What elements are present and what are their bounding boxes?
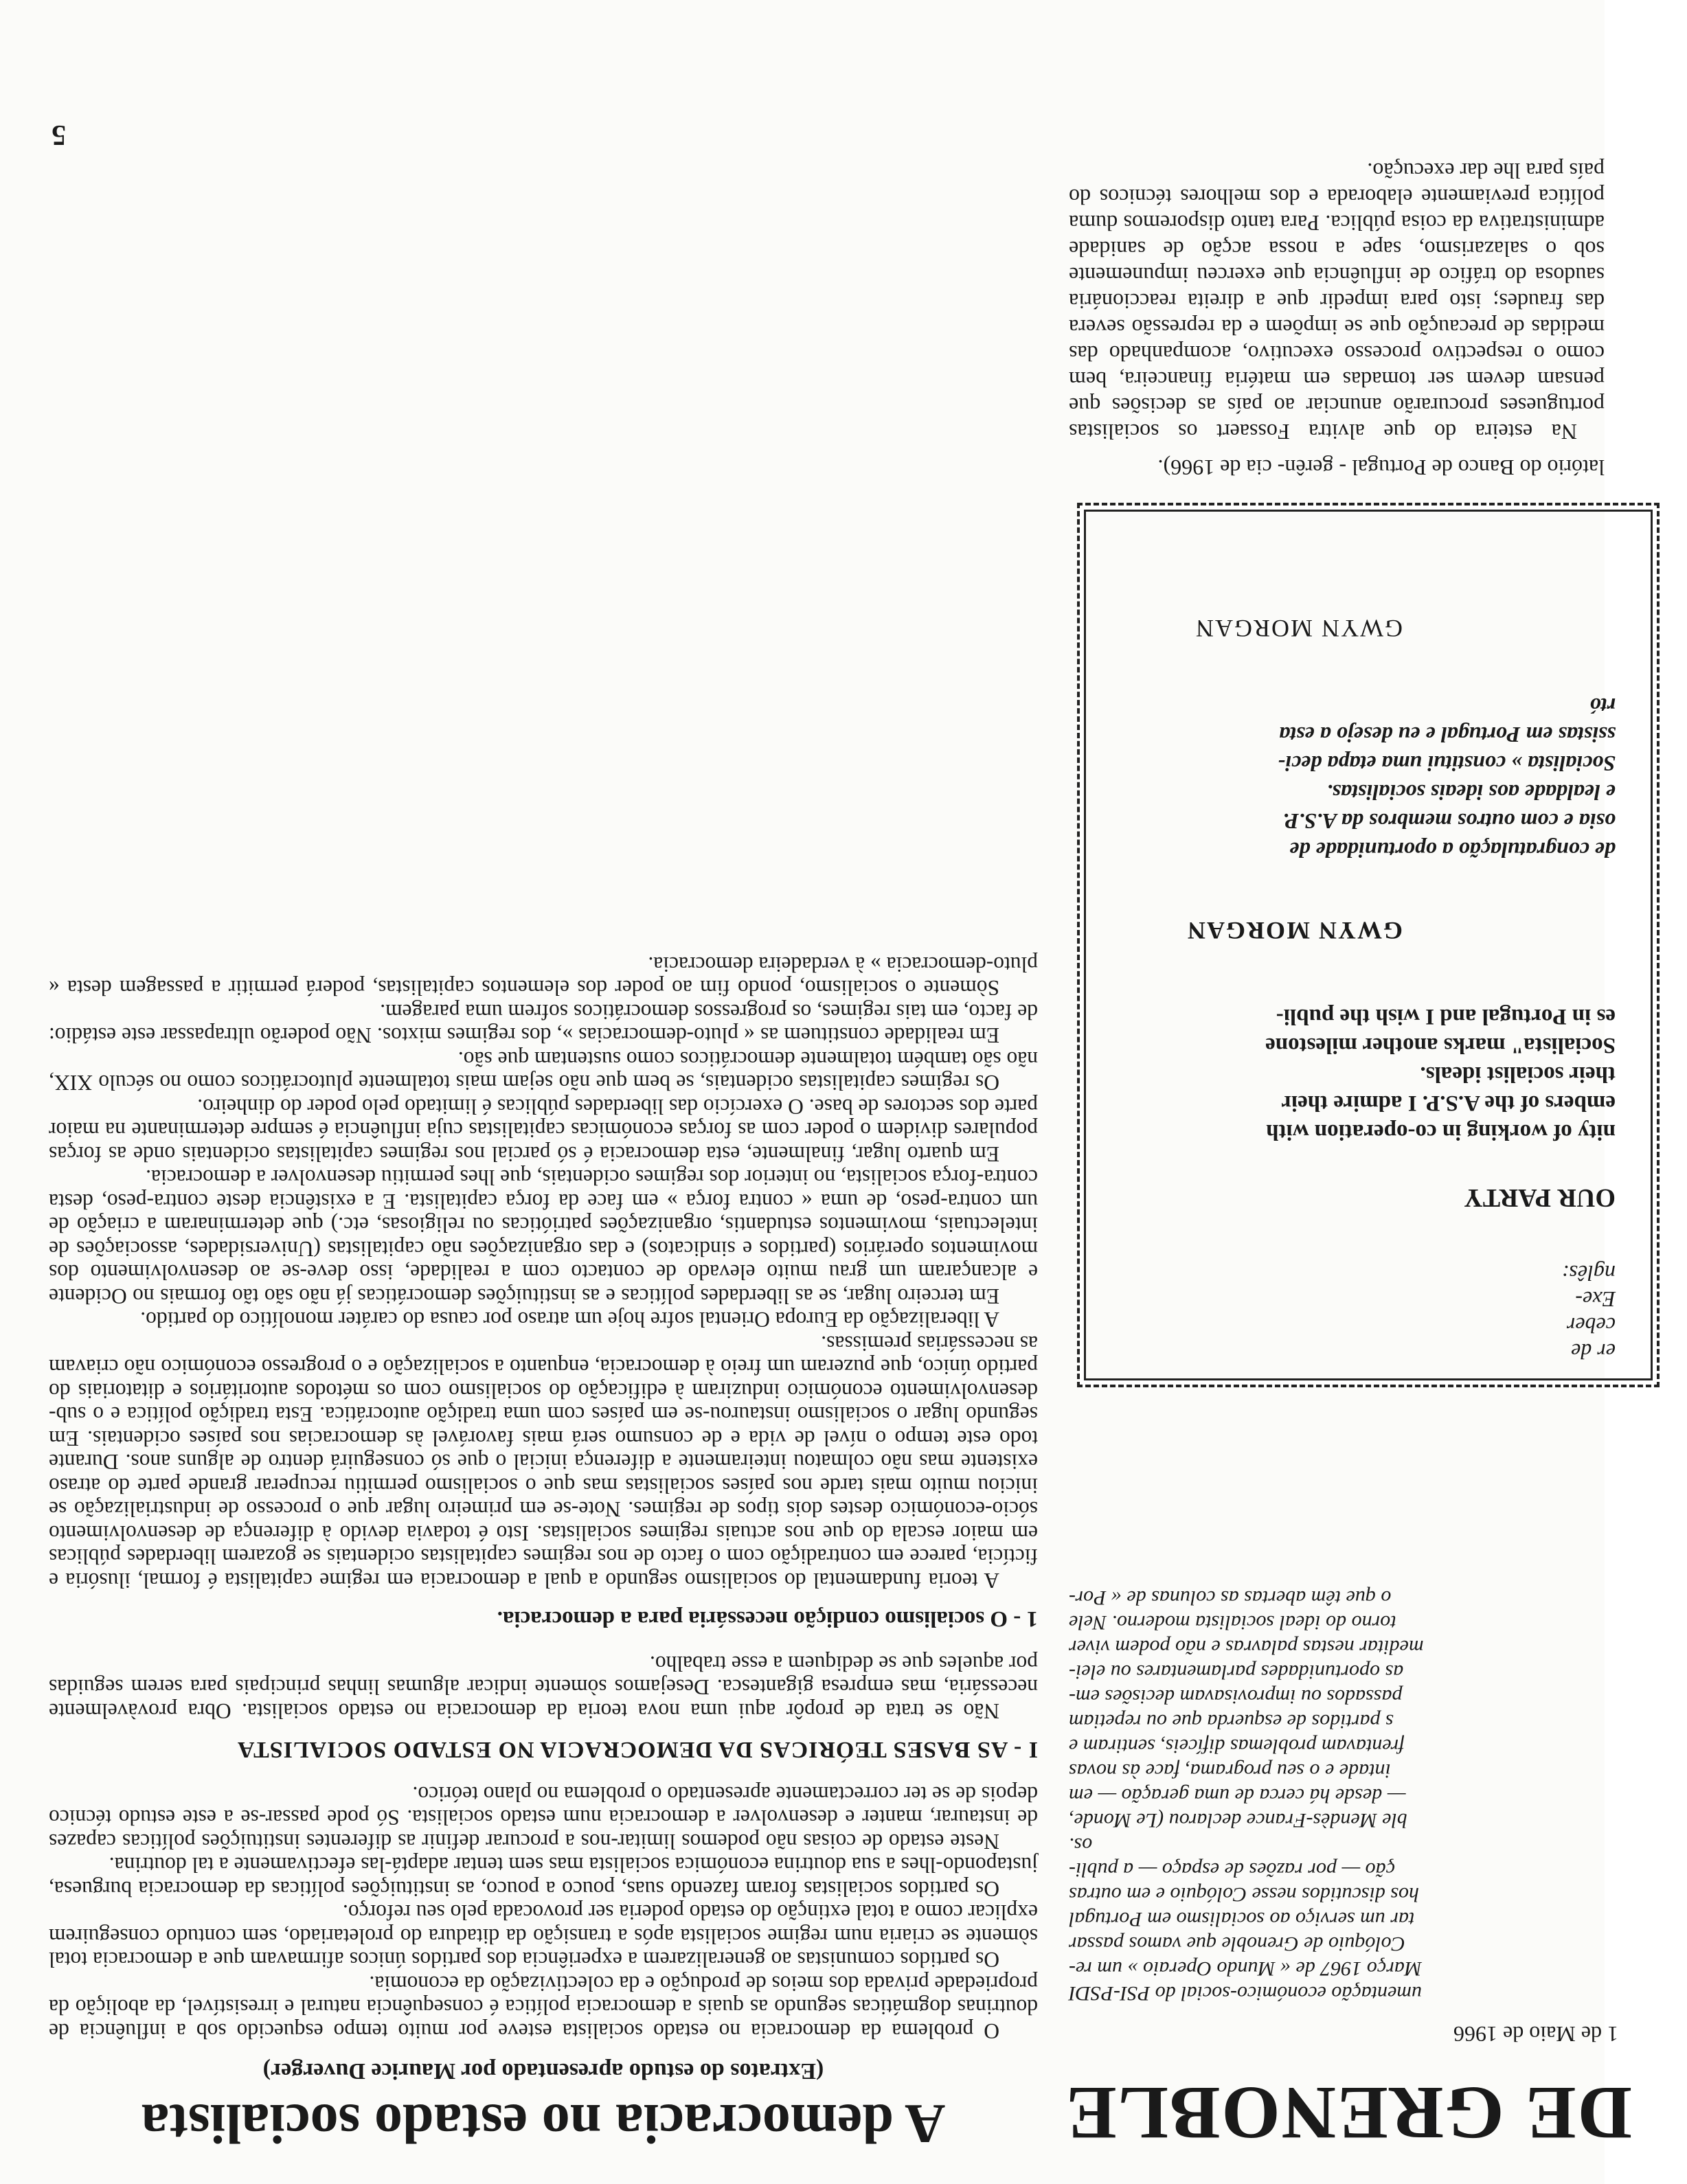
box-line: Socialista" marks another milestone (1265, 1033, 1616, 1058)
column-intro (1069, 1585, 1687, 2005)
article-democracia (49, 55, 1038, 2157)
intro-line: intade e o seu programa, face às novas (1069, 1760, 1391, 1782)
article-paragraph: Neste estado de coisas não podemos limitar-nos a procurar definir as diferentes instituições políticas capazes de instaurar, manter e desenvolver a democracia num estado socialista. Só pode passar-se a este estudo técnico depois de se ter correctamente apresentado o problema no plano teórico. (49, 1782, 1038, 1854)
box-line: rtó (1589, 694, 1616, 718)
article-paragraph: Os partidos comunistas ao generalizarem a experiência dos partidos únicos afirmavam que a democracia total sòmente se criaria num regime socialista após a transição da ditadura do proletariado, sem contudo conseguirem explicar como a total extinção do estado poderia ser provocada pelo seu reforço. (49, 1900, 1038, 1972)
intro-line: s partidos de esquerda que ou repetiam (1069, 1710, 1394, 1733)
box-line: Socialista » constitui uma etapa deci- (1278, 751, 1616, 776)
article-paragraph: Em quarto lugar, finalmente, esta democracia é só parcial nos regimes capitalistas ocidentais onde as forças populares dividem o poder com as forças económicas capitalistas cuja influência é sempre determinante na maior parte dos sectores de base. O exercício das liberdades públicas é limitado pelo poder do dinheiro. (49, 1095, 1038, 1166)
article-paragraph: Em terceiro lugar, se as liberdades políticas e as instituições democráticas já não são tão formais no Ocidente e alcançaram um grau muito elevado de contacto com a realidade, isso deve-se ao desenvolvimento dos movimentos operários (partidos e sindicatos) e das organizações não capitalistas (Universidades, associações de intelectuais, movimentos estudantis, organizações patrióticas ou religiosas, etc.) que determinaram a criação de um contra-peso, de uma « contra força » em face da força capitalista. E a existência deste contra-peso, desta contra-força socialista, no interior dos regimes ocidentais, que lhes permitiu desenvolver a democracia. (49, 1165, 1038, 1308)
article-paragraph: A liberalização da Europa Oriental sofre hoje um atraso por causa do caráter monolítico do partido. (140, 1308, 999, 1332)
intro-line: Março 1967 de « Mundo Operaio » um re- (1069, 1957, 1422, 1980)
box-line: their socialist ideals. (1420, 1062, 1616, 1087)
box-line: e lealdade aos ideais socialistas. (1326, 780, 1616, 805)
intro-line: ble Mendès-France declarou (Le Monde, (1069, 1809, 1407, 1832)
column-paragraph: latório do Banco de Portugal - gerên- cia de 1966). (1157, 455, 1605, 480)
intro-line: hos discutidos nesse Colóquio e em outras (1069, 1883, 1419, 1906)
box-line: embers of the A.S.P. I admire their (1281, 1091, 1616, 1115)
intro-line: os. (1069, 1834, 1093, 1856)
section-heading: I - AS BASES TEÓRICAS DA DEMOCRACIA NO ESTADO SOCIALISTA (237, 1737, 1038, 1763)
box-line: nity of working in co-operation with (1266, 1119, 1616, 1144)
intro-line: frentavam problemas difíceis, sentiram e (1069, 1735, 1405, 1758)
subsection-heading: 1 - O socialismo condição necessária para a democracia. (497, 1606, 1038, 1632)
intro-line: tar um serviço ao socialismo em Portugal (1069, 1908, 1415, 1931)
intro-line: Colóquio de Grenoble que vamos passar (1069, 1933, 1405, 1955)
intro-line: passados ou improvisavam decisões em- (1069, 1685, 1403, 1708)
message-box (1077, 503, 1660, 1387)
article-paragraph: Não se trata de propôr aqui uma nova teoria da democracia no estado socialista. Obra provàvelmente necessária, mas empresa gigantesca. Desejamos sòmente indicar algumas linhas principais para serem seguidas por aqueles que se dediquem a esse trabalho. (49, 1652, 1038, 1723)
intro-line: torno do ideal socialista moderno. Nele (1069, 1611, 1396, 1634)
article-paragraph: Em realidade constituem as « pluto-democracias », dos regimes mixtos. Não poderão ultrapassar este estádio: de facto, em tais regimes, os progressos democráticos sofrem uma paragem. (49, 1000, 1038, 1048)
signature: GWYN MORGAN (1186, 917, 1403, 944)
article-paragraph: A teoria fundamental do socialismo segundo a qual a democracia em regime capitalista é formal, ilusória e fictícia, parece em contradição com o facto de nos regimes capitalistas ocidentais se gozarem liberdades públicas em maior escala do que nos actuais regimes socialistas. Isto é todavia devido à diferença de desenvolvimento sócio-económico destes dois tipos de regimes. Note-se em primeiro lugar que o processo de industrialização se iniciou muito mais tarde nos países socialistas mas que o socialismo permitiu recuperar grande parte do atraso existente mas não colmatou inteiramente a diferença inicial o que só conseguirá dentro de alguns anos. Durante todo este tempo o nível de vida e de consumo será mais favorável às democracias nos países ocidentais. Em segundo lugar o socialismo instaurou-se em países com uma tradição autocrática. Esta tradição política e o sub-desenvolvimento económico induziram à edificação do socialismo com os métodos autoritários e ditatoriais do partido único, que puzeram um freio à democracia, enquanto a socialização e o progresso económico não criavam as necessárias premissas. (49, 1332, 1038, 1593)
box-line: ceber (1566, 1313, 1616, 1338)
box-line: osia e com outros membros da A.S.P. (1282, 809, 1616, 834)
intro-line: ção — por razões de espaço — a publi- (1069, 1858, 1395, 1881)
intro-line: umentação económico-social do PSI-PSDI (1069, 1982, 1423, 2005)
article-paragraph: Os partidos socialistas foram fazendo suas, pouco a pouco, as instituições políticas da democracia burguesa, justapondo-lhes a sua doutrina económica socialista mas sem tentar adaptá-las efectivamente a tal doutrina. (49, 1853, 1038, 1901)
intro-line: meditar nestas palavras e não podem viver (1069, 1636, 1424, 1659)
box-line: de congratulação a oportunidade de (1289, 838, 1616, 863)
intro-line: — desde há cerca de uma geração — em (1069, 1784, 1406, 1807)
box-heading: OUR PARTY (1464, 1183, 1616, 1212)
article-paragraph: Os regimes capitalistas ocidentais, se bem que não sejam mais totalmente plutocráticos como no século XIX, não são também totalmente democráticos como sustentam que são. (49, 1047, 1038, 1095)
column-date: 1 de Maio de 1966 (1453, 2022, 1618, 2047)
grenoble-column (1065, 0, 1632, 2184)
article-paragraph: Sòmente o socialismo, pondo fim ao poder dos elementos capitalistas, poderá permitir a passagem desta « pluto-democracia » à verdadeira democracia. (49, 953, 1038, 1001)
box-line: Exe- (1575, 1287, 1616, 1312)
article-paragraph: O problema da democracia no estado socialista esteve por muito tempo esquecido sob a influência de doutrinas dogmáticas segundo as quais a democracia política é consequência natural e irresistível, da abolição da propriedade privada dos meios de produção e da colectivização da economia. (49, 1972, 1038, 2043)
column-continuation (1069, 148, 1605, 481)
intro-line: as oportunidades parlamentares ou elei- (1069, 1661, 1404, 1683)
intro-line: o que têm abertas as colunas de « Por- (1069, 1586, 1392, 1609)
box-line: nglês: (1561, 1261, 1616, 1286)
box-line: ssistas em Portugal e eu desejo a esta (1279, 723, 1616, 747)
signature: GWYN MORGAN (1195, 615, 1403, 642)
article-title: A democracia no estado socialista (141, 2093, 946, 2155)
column-paragraph: Na esteira do que alvitra Fossaert os socialistas portugueses procurarão anunciar ao país as decisões que pensam devem ser tomadas em matéria financeira, bem como o respectivo processo executivo, acompanhado das medidas de precaução que se impõem e da repressão severa das fraudes; isto para impedir que a direita reaccionária saudosa do tráfico de influência que exerceu impunemente sob o salazarismo, sape a nossa acção de sanidade administrativa da coisa pública. Para tanto disporemos duma política previamente elaborada e dos melhores técnicos do país para lhe dar execução. (1069, 159, 1605, 444)
article-body (49, 953, 1038, 2043)
article-subtitle: (Extratos do estudo apresentado por Maurice Duverger) (262, 2058, 824, 2084)
box-line: er de (1571, 1339, 1616, 1364)
page-number: 5 (52, 119, 66, 150)
box-line: es in Portugal and I wish the publi- (1276, 1004, 1616, 1029)
column-masthead: DE GRENOBLE (1065, 2071, 1632, 2155)
